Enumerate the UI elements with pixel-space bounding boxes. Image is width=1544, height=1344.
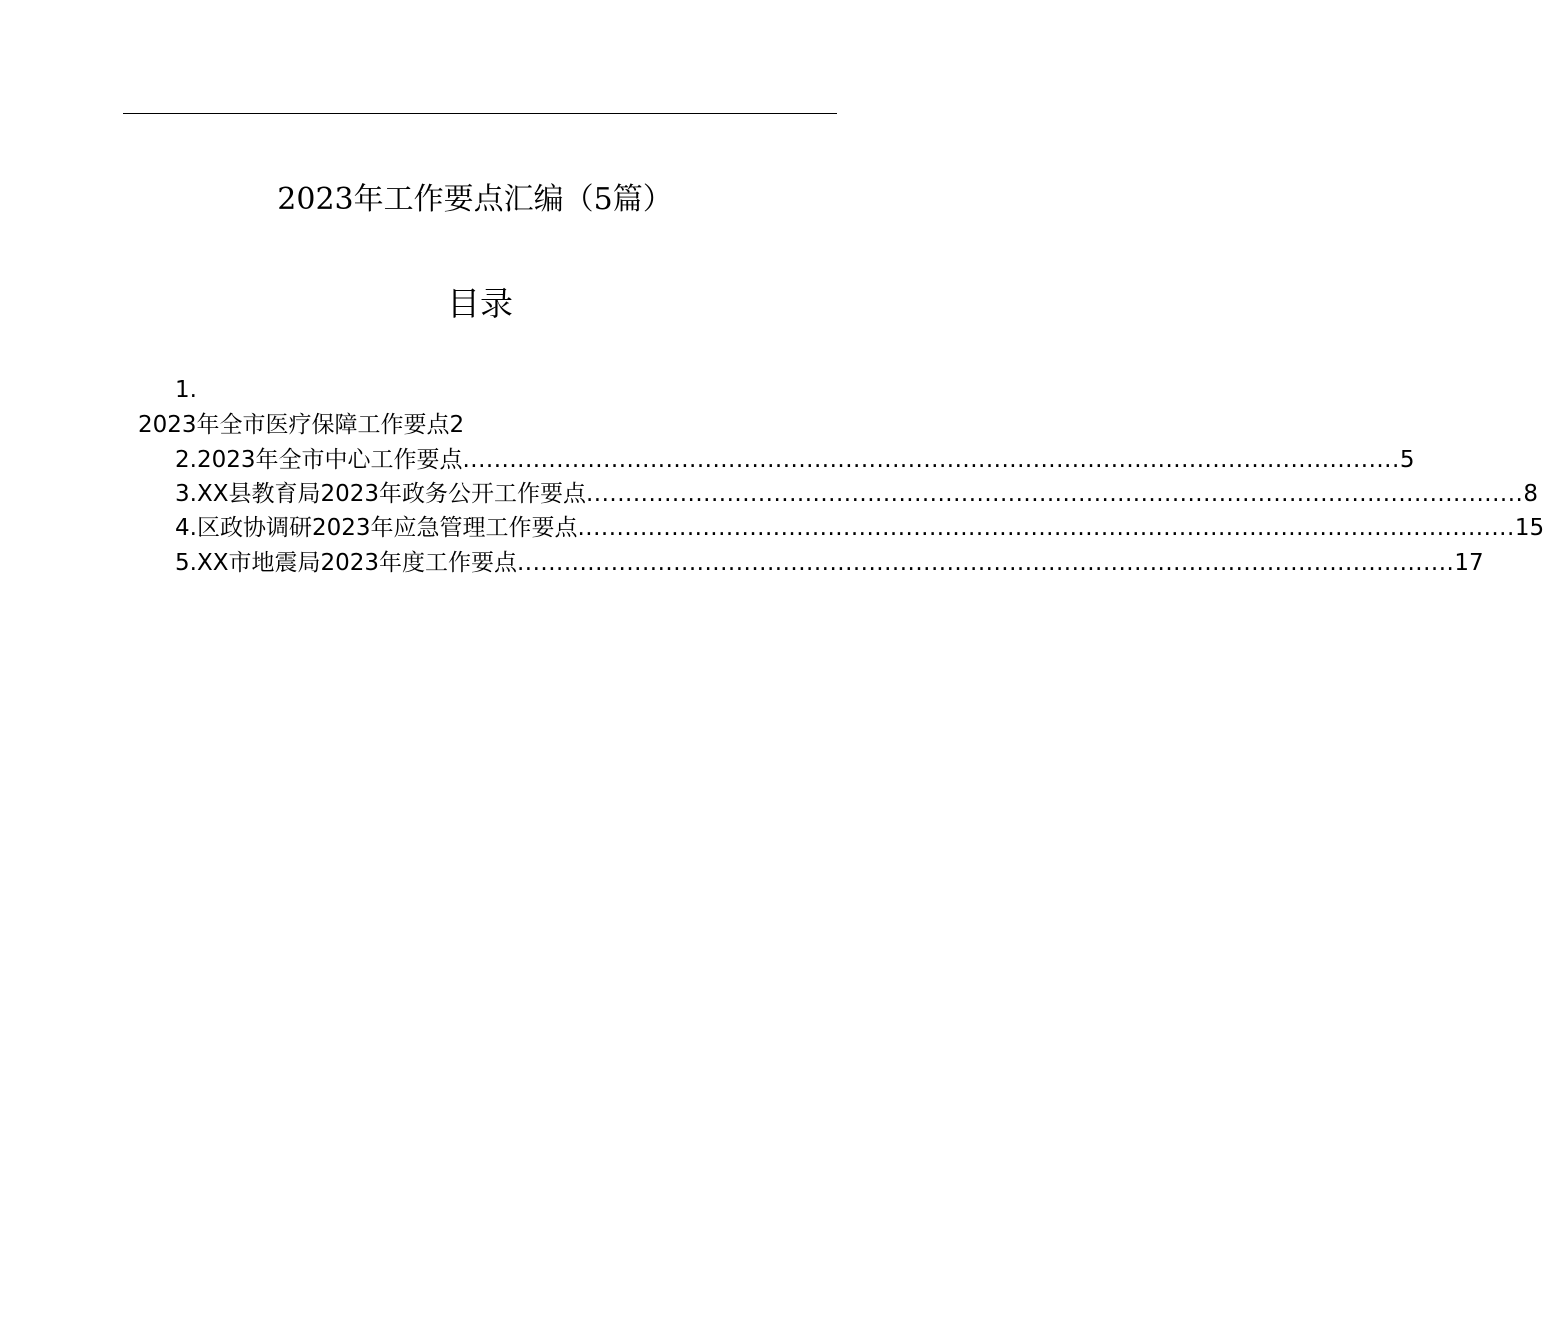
toc-entry-4[interactable] [175, 511, 1544, 545]
toc-entry-1-title: 2023年全市医疗保障工作要点 [138, 412, 450, 438]
toc-entry-3[interactable] [175, 477, 1538, 511]
toc-entry-1-link[interactable] [138, 408, 464, 442]
toc-entry-2[interactable] [175, 443, 1415, 477]
toc-entry-label: 5.XX市地震局2023年度工作要点 [175, 550, 517, 576]
title-tail: 篇） [612, 182, 673, 217]
toc-entry-1-number[interactable]: 1. [175, 377, 197, 403]
dot-leader: ........................................................................................................................ [577, 515, 1515, 541]
toc-entry-5[interactable] [175, 546, 1484, 580]
dot-leader: ........................................................................................................................ [517, 550, 1455, 576]
toc-entry-page: 5 [1399, 447, 1415, 473]
toc-entry-label: 4.区政协调研2023年应急管理工作要点 [175, 515, 578, 541]
header-rule [123, 113, 837, 114]
toc-entry-page: 8 [1523, 481, 1538, 507]
dot-leader: ........................................................................................................................ [462, 447, 1400, 473]
title-year: 2023 [277, 182, 354, 217]
document-title [0, 176, 950, 224]
toc-entry-page: 15 [1514, 515, 1544, 541]
toc-entry-page: 17 [1454, 550, 1484, 576]
toc-entry-label: 2.2023年全市中心工作要点 [175, 447, 463, 473]
title-count: 5 [593, 182, 613, 217]
title-main: 年工作要点汇编（ [353, 182, 594, 217]
toc-entry-label: 3.XX县教育局2023年政务公开工作要点 [175, 481, 586, 507]
toc-heading: 目录 [447, 284, 513, 323]
toc-entry-1-page: 2 [449, 412, 465, 438]
dot-leader: ........................................................................................................................ [586, 481, 1524, 507]
